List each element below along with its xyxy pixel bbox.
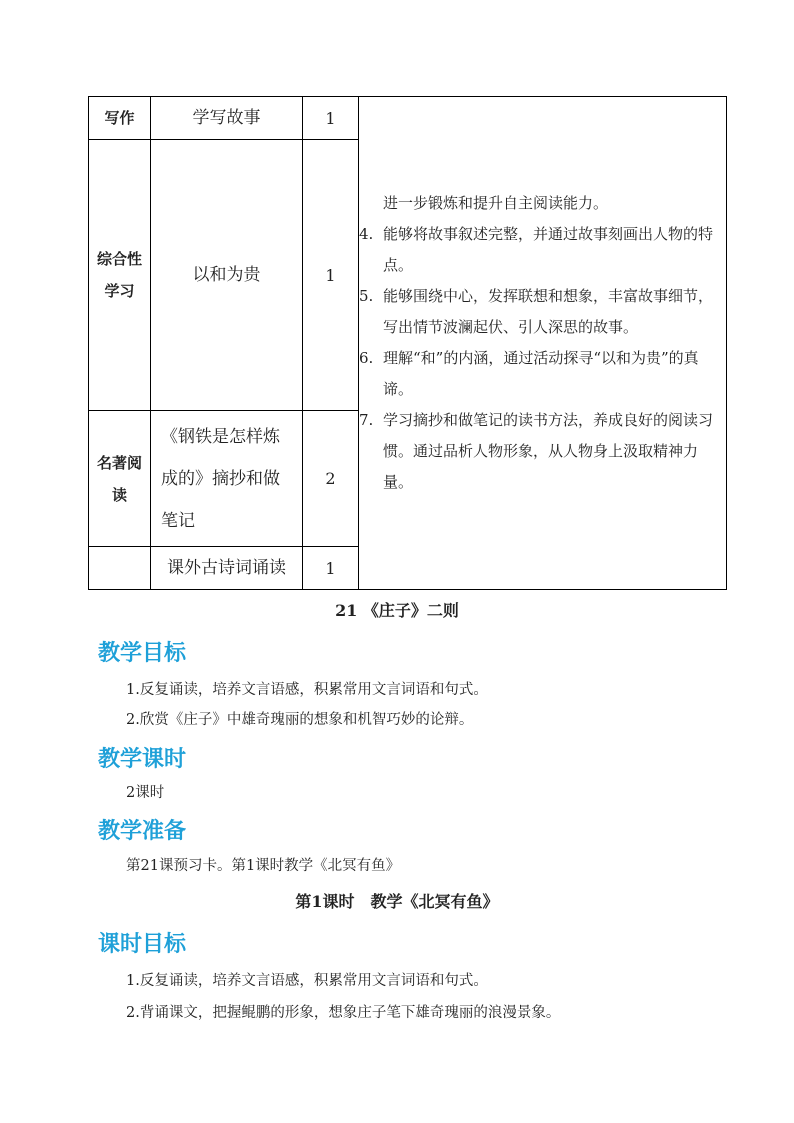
prep-text: 第21课预习卡。第1课时教学《北冥有鱼》 <box>126 858 401 874</box>
period-title: 第1课时 教学《北冥有鱼》 <box>295 892 499 911</box>
goal-item <box>359 405 726 498</box>
hours-text: 2课时 <box>126 785 165 801</box>
section-heading-objectives: 教学目标 <box>98 641 187 666</box>
goal-text: 能够将故事叙述完整，并通过故事刻画出人物的特点。 <box>383 225 714 274</box>
objective-item: 1.反复诵读，培养文言语感，积累常用文言词语和句式。 <box>126 682 488 698</box>
lesson-title: 21 《庄子》二则 <box>335 601 459 620</box>
objective-item: 2.欣赏《庄子》中雄奇瑰丽的想象和机智巧妙的论辩。 <box>126 712 474 728</box>
goal-number: 6. <box>359 349 374 367</box>
goal-text: 学习摘抄和做笔记的读书方法，养成良好的阅读习惯。通过品析人物形象，从人物身上汲取精神力量。 <box>383 411 714 491</box>
goal-item <box>359 343 726 405</box>
period-objective-item: 2.背诵课文，把握鲲鹏的形象，想象庄子笔下雄奇瑰丽的浪漫景象。 <box>126 1005 561 1021</box>
category-cell: 名著阅读 <box>89 411 151 547</box>
goal-number: 5. <box>359 287 374 305</box>
lesson-cell: 课外古诗词诵读 <box>151 547 303 590</box>
goal-intro: 进一步锻炼和提升自主阅读能力。 <box>383 194 609 212</box>
goal-number: 4. <box>359 225 374 243</box>
table-row <box>89 97 727 140</box>
hours-cell: 1 <box>303 140 359 411</box>
section-heading-period-objectives: 课时目标 <box>98 932 187 957</box>
category-cell: 写作 <box>89 97 151 140</box>
hours-cell: 1 <box>303 97 359 140</box>
category-cell: 综合性学习 <box>89 140 151 411</box>
section-heading-hours: 教学课时 <box>98 747 187 772</box>
section-heading-prep: 教学准备 <box>98 819 187 844</box>
lesson-cell: 《钢铁是怎样炼成的》摘抄和做笔记 <box>151 411 303 547</box>
hours-cell: 1 <box>303 547 359 590</box>
goal-text: 理解“和”的内涵，通过活动探寻“以和为贵”的真谛。 <box>383 349 699 398</box>
category-cell <box>89 547 151 590</box>
goals-cell <box>359 97 727 590</box>
goal-item <box>359 219 726 281</box>
course-plan-table <box>88 96 727 590</box>
goal-text: 能够围绕中心，发挥联想和想象，丰富故事细节，写出情节波澜起伏、引人深思的故事。 <box>383 287 714 336</box>
hours-cell: 2 <box>303 411 359 547</box>
goal-number: 7. <box>359 411 374 429</box>
period-objective-item: 1.反复诵读，培养文言语感，积累常用文言词语和句式。 <box>126 973 488 989</box>
lesson-cell: 以和为贵 <box>151 140 303 411</box>
lesson-cell: 学写故事 <box>151 97 303 140</box>
goal-item <box>359 281 726 343</box>
